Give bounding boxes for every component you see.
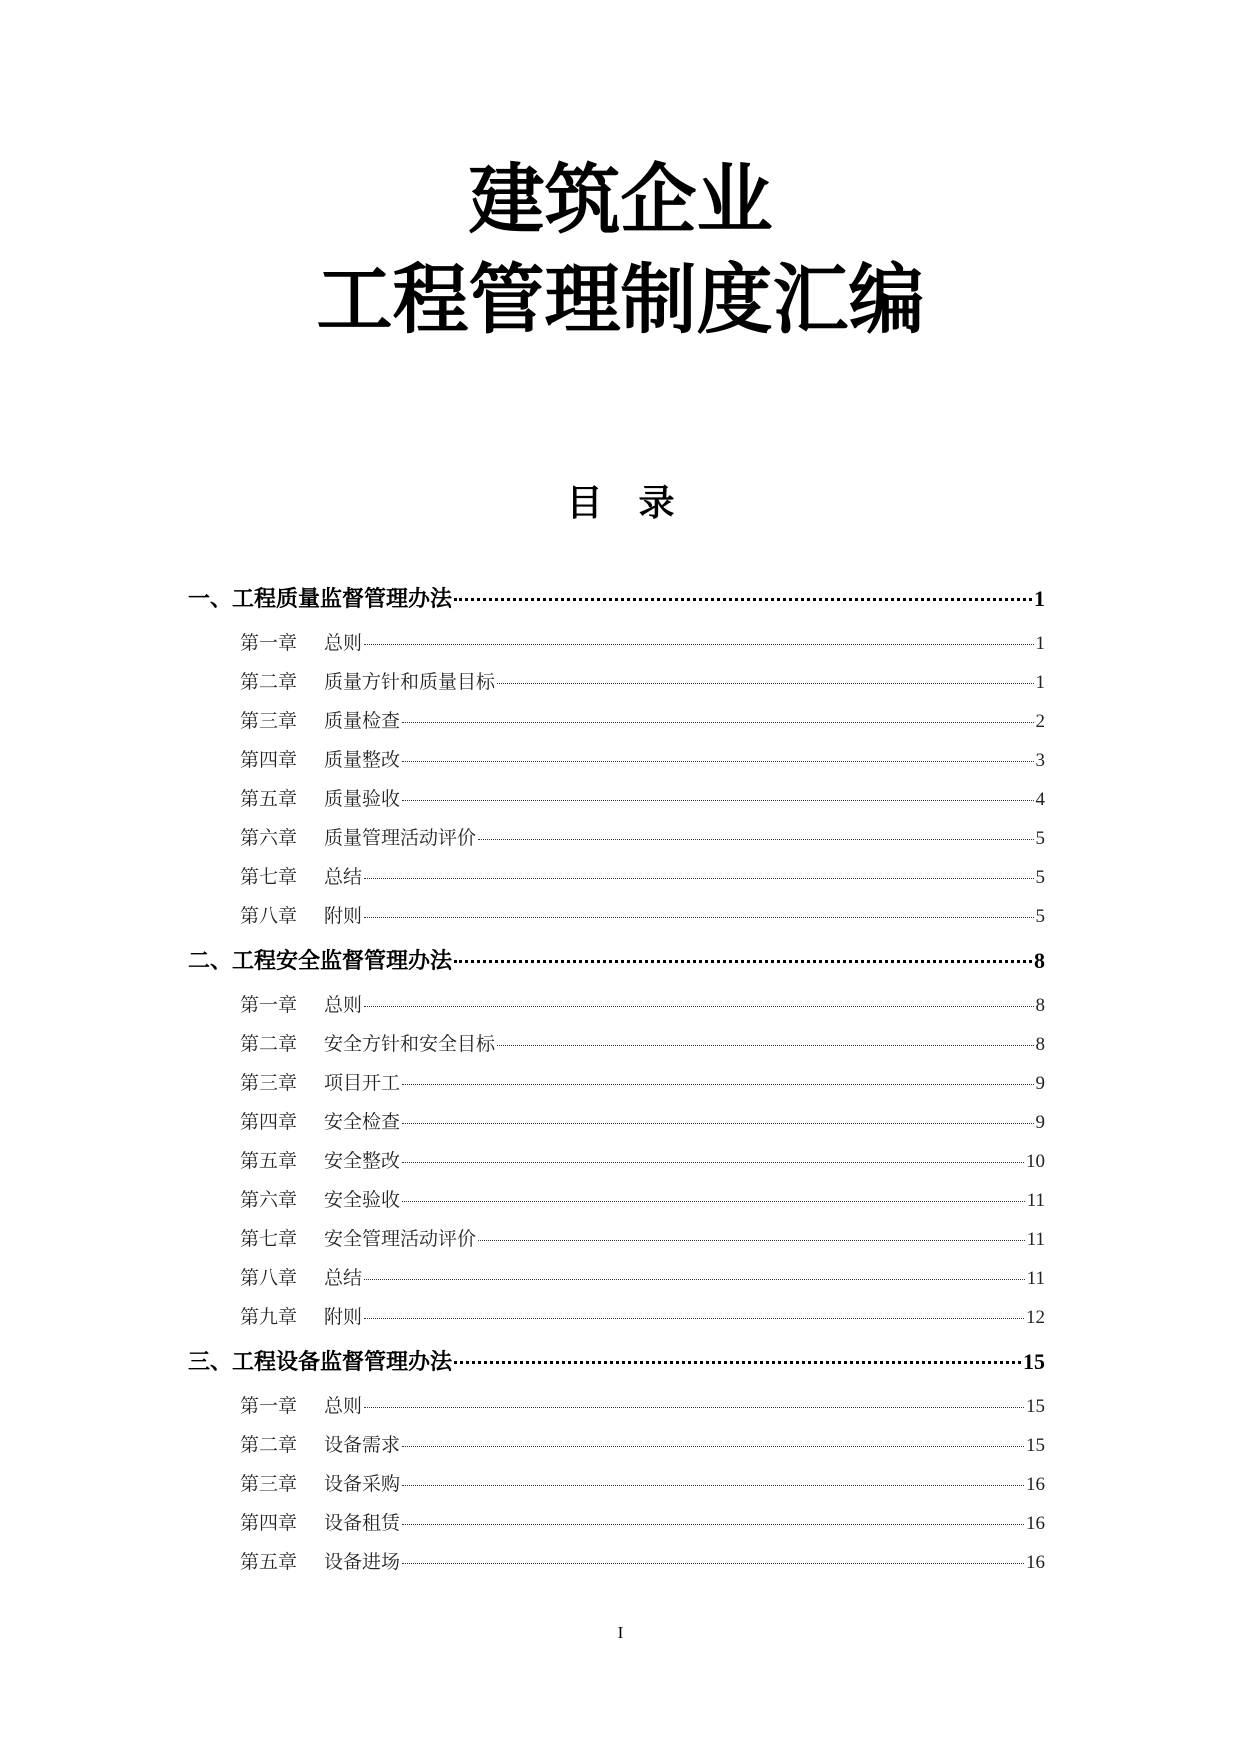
toc-chapter-row[interactable] <box>240 901 1045 928</box>
toc-chapter-number: 第一章 <box>240 994 298 1016</box>
toc-page-number: 15 <box>1026 1435 1045 1456</box>
dot-leader <box>454 1361 1021 1364</box>
toc-chapter-title: 安全检查 <box>324 1111 401 1133</box>
toc-chapter-title: 质量管理活动评价 <box>324 827 477 849</box>
dot-leader <box>454 598 1032 601</box>
dot-leader <box>402 1563 1024 1564</box>
toc-chapter-row[interactable] <box>240 1391 1045 1418</box>
toc-chapter-number: 第五章 <box>240 1150 298 1172</box>
toc-chapter-number: 第四章 <box>240 1512 298 1534</box>
dot-leader <box>402 1524 1024 1525</box>
toc-chapter-title: 总则 <box>324 994 363 1016</box>
toc-chapter-row[interactable] <box>240 1547 1045 1574</box>
toc-page-number: 8 <box>1034 948 1045 973</box>
toc-page-number: 16 <box>1026 1513 1045 1534</box>
toc-chapter-number: 第九章 <box>240 1306 298 1328</box>
toc-chapter-title: 质量检查 <box>324 710 401 732</box>
toc-chapter-row[interactable] <box>240 1469 1045 1496</box>
toc-chapter-row[interactable] <box>240 1107 1045 1134</box>
toc-page-number: 12 <box>1026 1307 1045 1328</box>
toc-page-number: 8 <box>1035 995 1045 1016</box>
toc-page-number: 4 <box>1035 789 1045 810</box>
toc-chapter-title: 设备租赁 <box>324 1512 401 1534</box>
toc-chapter-row[interactable] <box>240 628 1045 655</box>
toc-chapter-row[interactable] <box>240 745 1045 772</box>
toc-chapter-row[interactable] <box>240 1302 1045 1329</box>
toc-chapter-title: 设备采购 <box>324 1473 401 1495</box>
toc-chapter-row[interactable] <box>240 1146 1045 1173</box>
toc-chapter-title: 质量方针和质量目标 <box>324 671 496 693</box>
toc-chapter-title: 质量验收 <box>324 788 401 810</box>
toc-page-number: 3 <box>1035 750 1045 771</box>
toc-page-number: 9 <box>1035 1073 1045 1094</box>
dot-leader <box>364 1279 1025 1280</box>
dot-leader <box>364 1006 1033 1007</box>
toc-page-number: 16 <box>1026 1552 1045 1573</box>
dot-leader <box>478 1240 1025 1241</box>
toc-chapter-number: 第七章 <box>240 866 298 888</box>
toc-chapter-row[interactable] <box>240 1068 1045 1095</box>
footer-page-number: I <box>617 1623 624 1642</box>
toc-chapter-title: 总结 <box>324 866 363 888</box>
toc-chapter-title: 安全管理活动评价 <box>324 1228 477 1250</box>
toc-page-number: 1 <box>1034 586 1045 611</box>
toc-chapter-title: 附则 <box>324 1306 363 1328</box>
toc-chapter-row[interactable] <box>240 990 1045 1017</box>
toc-chapter-row[interactable] <box>240 1185 1045 1212</box>
toc-chapter-number: 第八章 <box>240 905 298 927</box>
toc-page-number: 5 <box>1035 867 1045 888</box>
toc-page-number: 11 <box>1026 1190 1045 1211</box>
dot-leader <box>364 917 1033 918</box>
dot-leader <box>402 761 1033 762</box>
toc-chapter-number: 第二章 <box>240 1033 298 1055</box>
toc-page-number: 1 <box>1035 633 1045 654</box>
dot-leader <box>402 722 1033 723</box>
toc-chapter-title: 设备需求 <box>324 1434 401 1456</box>
toc-chapter-number: 第四章 <box>240 1111 298 1133</box>
toc-chapter-number: 第七章 <box>240 1228 298 1250</box>
toc-chapter-title: 安全整改 <box>324 1150 401 1172</box>
toc-chapter-number: 第二章 <box>240 671 298 693</box>
toc-chapter-title: 附则 <box>324 905 363 927</box>
toc-chapter-row[interactable] <box>240 1430 1045 1457</box>
toc-heading: 目录 <box>566 483 711 524</box>
toc-chapter-number: 第三章 <box>240 710 298 732</box>
dot-leader <box>402 1446 1024 1447</box>
toc-chapter-row[interactable] <box>240 667 1045 694</box>
toc-chapter-title: 总则 <box>324 632 363 654</box>
toc-page-number: 11 <box>1026 1268 1045 1289</box>
toc-chapter-number: 第一章 <box>240 632 298 654</box>
toc-chapter-title: 总结 <box>324 1267 363 1289</box>
toc-section-3[interactable] <box>188 1345 1045 1376</box>
toc-page-number: 5 <box>1035 828 1045 849</box>
toc-chapter-number: 第三章 <box>240 1072 298 1094</box>
toc-chapter-title: 设备进场 <box>324 1551 401 1573</box>
toc-section-2[interactable] <box>188 944 1045 975</box>
dot-leader <box>402 1201 1025 1202</box>
toc-page-number: 5 <box>1035 906 1045 927</box>
toc-chapter-title: 总则 <box>324 1395 363 1417</box>
toc-chapter-number: 第一章 <box>240 1395 298 1417</box>
toc-page-number: 2 <box>1035 711 1045 732</box>
toc-page-number: 15 <box>1023 1349 1045 1374</box>
toc-section-label: 二、工程安全监督管理办法 <box>188 949 453 974</box>
toc-chapter-number: 第八章 <box>240 1267 298 1289</box>
dot-leader <box>402 1084 1033 1085</box>
toc-section-1[interactable] <box>188 582 1045 613</box>
toc-chapter-row[interactable] <box>240 823 1045 850</box>
toc-chapter-row[interactable] <box>240 784 1045 811</box>
dot-leader <box>364 1318 1024 1319</box>
dot-leader <box>402 1485 1024 1486</box>
toc-chapter-number: 第五章 <box>240 788 298 810</box>
toc-chapter-number: 第六章 <box>240 827 298 849</box>
toc-chapter-number: 第三章 <box>240 1473 298 1495</box>
toc-section-label: 一、工程质量监督管理办法 <box>188 587 453 612</box>
document-title-line-2: 工程管理制度汇编 <box>316 255 925 344</box>
dot-leader <box>402 1123 1033 1124</box>
dot-leader <box>364 644 1033 645</box>
dot-leader <box>364 878 1033 879</box>
toc-chapter-title: 质量整改 <box>324 749 401 771</box>
dot-leader <box>497 683 1033 684</box>
toc-chapter-row[interactable] <box>240 1508 1045 1535</box>
document-title-line-1: 建筑企业 <box>468 155 773 244</box>
toc-chapter-number: 第二章 <box>240 1434 298 1456</box>
toc-chapter-title: 安全方针和安全目标 <box>324 1033 496 1055</box>
toc-chapter-title: 项目开工 <box>324 1072 401 1094</box>
toc-chapter-title: 安全验收 <box>324 1189 401 1211</box>
dot-leader <box>497 1045 1033 1046</box>
dot-leader <box>364 1407 1024 1408</box>
toc-section-label: 三、工程设备监督管理办法 <box>188 1350 453 1375</box>
toc-chapter-row[interactable] <box>240 706 1045 733</box>
toc-chapter-row[interactable] <box>240 1029 1045 1056</box>
toc-chapter-row[interactable] <box>240 1263 1045 1290</box>
dot-leader <box>402 800 1033 801</box>
toc-page-number: 8 <box>1035 1034 1045 1055</box>
toc-chapter-number: 第六章 <box>240 1189 298 1211</box>
toc-chapter-row[interactable] <box>240 862 1045 889</box>
toc-page-number: 15 <box>1026 1396 1045 1417</box>
toc-page-number: 1 <box>1035 672 1045 693</box>
toc-chapter-number: 第五章 <box>240 1551 298 1573</box>
dot-leader <box>402 1162 1024 1163</box>
toc-page-number: 9 <box>1035 1112 1045 1133</box>
dot-leader <box>454 960 1032 963</box>
toc-page-number: 16 <box>1026 1474 1045 1495</box>
dot-leader <box>478 839 1033 840</box>
toc-page-number: 11 <box>1026 1229 1045 1250</box>
toc-page-number: 10 <box>1026 1151 1045 1172</box>
toc-chapter-number: 第四章 <box>240 749 298 771</box>
toc-chapter-row[interactable] <box>240 1224 1045 1251</box>
